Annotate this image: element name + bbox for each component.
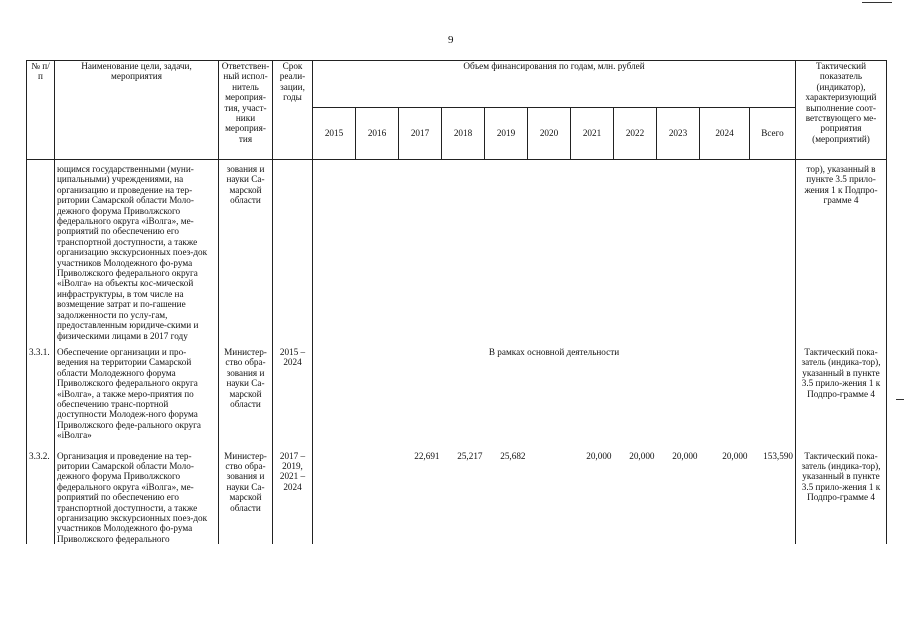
value-2016 <box>356 441 399 545</box>
row-responsible: Министер-ство обра-зования и науки Са-марской области <box>219 441 273 545</box>
row-indicator: Тактический пока-затель (индика-тор), указанный в пункте 3.5 прило-жения 1 к Подпро-грамме 4 <box>796 341 887 441</box>
value-2024: 20,000 <box>722 450 748 461</box>
table-row <box>27 341 887 441</box>
header-num: № п/п <box>27 61 55 160</box>
header-year-2020: 2020 <box>528 108 571 160</box>
header-year-2021: 2021 <box>571 108 614 160</box>
value-2017: 22,691 <box>414 450 440 461</box>
header-year-2017: 2017 <box>399 108 442 160</box>
right-margin-mark <box>896 399 904 400</box>
row-name: Обеспечение организации и про-ведения на территории Самарской области Молодежного форума Приволжского федерального округа «iВолга», а также меро-приятия по обеспечению транс-портной доступности Молодеж-ного форума Приволжского феде-рального округа «iВолга» <box>55 341 219 441</box>
financing-table <box>26 60 887 544</box>
value-total: 153,590 <box>750 441 796 545</box>
row-num <box>27 160 55 341</box>
header-responsible: Ответствен-ный испол-нитель мероприя-тия, участ-ники мероприя-тия <box>219 61 273 160</box>
header-year-2015: 2015 <box>313 108 356 160</box>
page-number: 9 <box>448 34 454 46</box>
header-year-2024: 2024 <box>700 108 750 160</box>
row-indicator: Тактический пока-затель (индика-тор), указанный в пункте 3.5 прило-жения 1 к Подпро-грамме 4 <box>796 441 887 545</box>
row-financing-empty <box>313 160 796 341</box>
value-2015 <box>313 441 356 545</box>
header-term: Срок реали-зации, годы <box>273 61 313 160</box>
value-2021: 20,000 <box>586 450 612 461</box>
row-indicator: тор), указанный в пункте 3.5 прило-жения 1 к Подпро-грамме 4 <box>796 160 887 341</box>
header-name: Наименование цели, задачи, мероприятия <box>55 61 219 160</box>
table-row <box>27 160 887 341</box>
value-2022: 20,000 <box>629 450 655 461</box>
header-total: Всего <box>750 108 796 160</box>
header-year-2023: 2023 <box>657 108 700 160</box>
header-indicator: Тактический показатель (индикатор), характеризующий выполнение соот-ветствующего ме-роприятия (мероприятий) <box>796 61 887 160</box>
row-responsible: Министер-ство обра-зования и науки Са-марской области <box>219 341 273 441</box>
row-financing-text: В рамках основной деятельности <box>313 341 796 441</box>
row-name: ющимся государственными (муни-ципальными) учреждениями, на организацию и проведение на тер-ритории Самарской области Моло-дежного форума Приволжского федерального округа «iВолга», ме-роприятий по обеспечению его транспортной доступности, а также организацию экскурсионных поез-док участников Молодежного фо-рума Приволжского федерального округа «iВолга» на объекты кос-мической инфраструктуры, в том числе на возмещение затрат и по-гашение задолженности по услу-гам, предоставленным юридиче-скими и физическими лицами в 2017 году <box>55 160 219 341</box>
header-year-2022: 2022 <box>614 108 657 160</box>
table-row <box>27 441 887 545</box>
value-2019: 25,682 <box>500 450 526 461</box>
row-num: 3.3.1. <box>27 341 55 441</box>
value-2018: 25,217 <box>457 450 483 461</box>
row-term: 2017 – 2019, 2021 – 2024 <box>273 441 313 545</box>
value-2020 <box>528 441 571 545</box>
header-year-2016: 2016 <box>356 108 399 160</box>
top-right-rule <box>862 2 892 3</box>
row-responsible: зования и науки Са-марской области <box>219 160 273 341</box>
row-term <box>273 160 313 341</box>
value-2023: 20,000 <box>672 450 698 461</box>
header-financing: Объем финансирования по годам, млн. рублей <box>313 61 796 108</box>
row-term: 2015 – 2024 <box>273 341 313 441</box>
row-num: 3.3.2. <box>27 441 55 545</box>
row-name: Организация и проведение на тер-ритории Самарской области Моло-дежного форума Приволжского федерального округа «iВолга», ме-роприятий по обеспечению его транспортной доступности, а также организацию экскурсионных поез-док участников Молодежного фо-рума Приволжского федерального <box>55 441 219 545</box>
header-year-2019: 2019 <box>485 108 528 160</box>
header-year-2018: 2018 <box>442 108 485 160</box>
